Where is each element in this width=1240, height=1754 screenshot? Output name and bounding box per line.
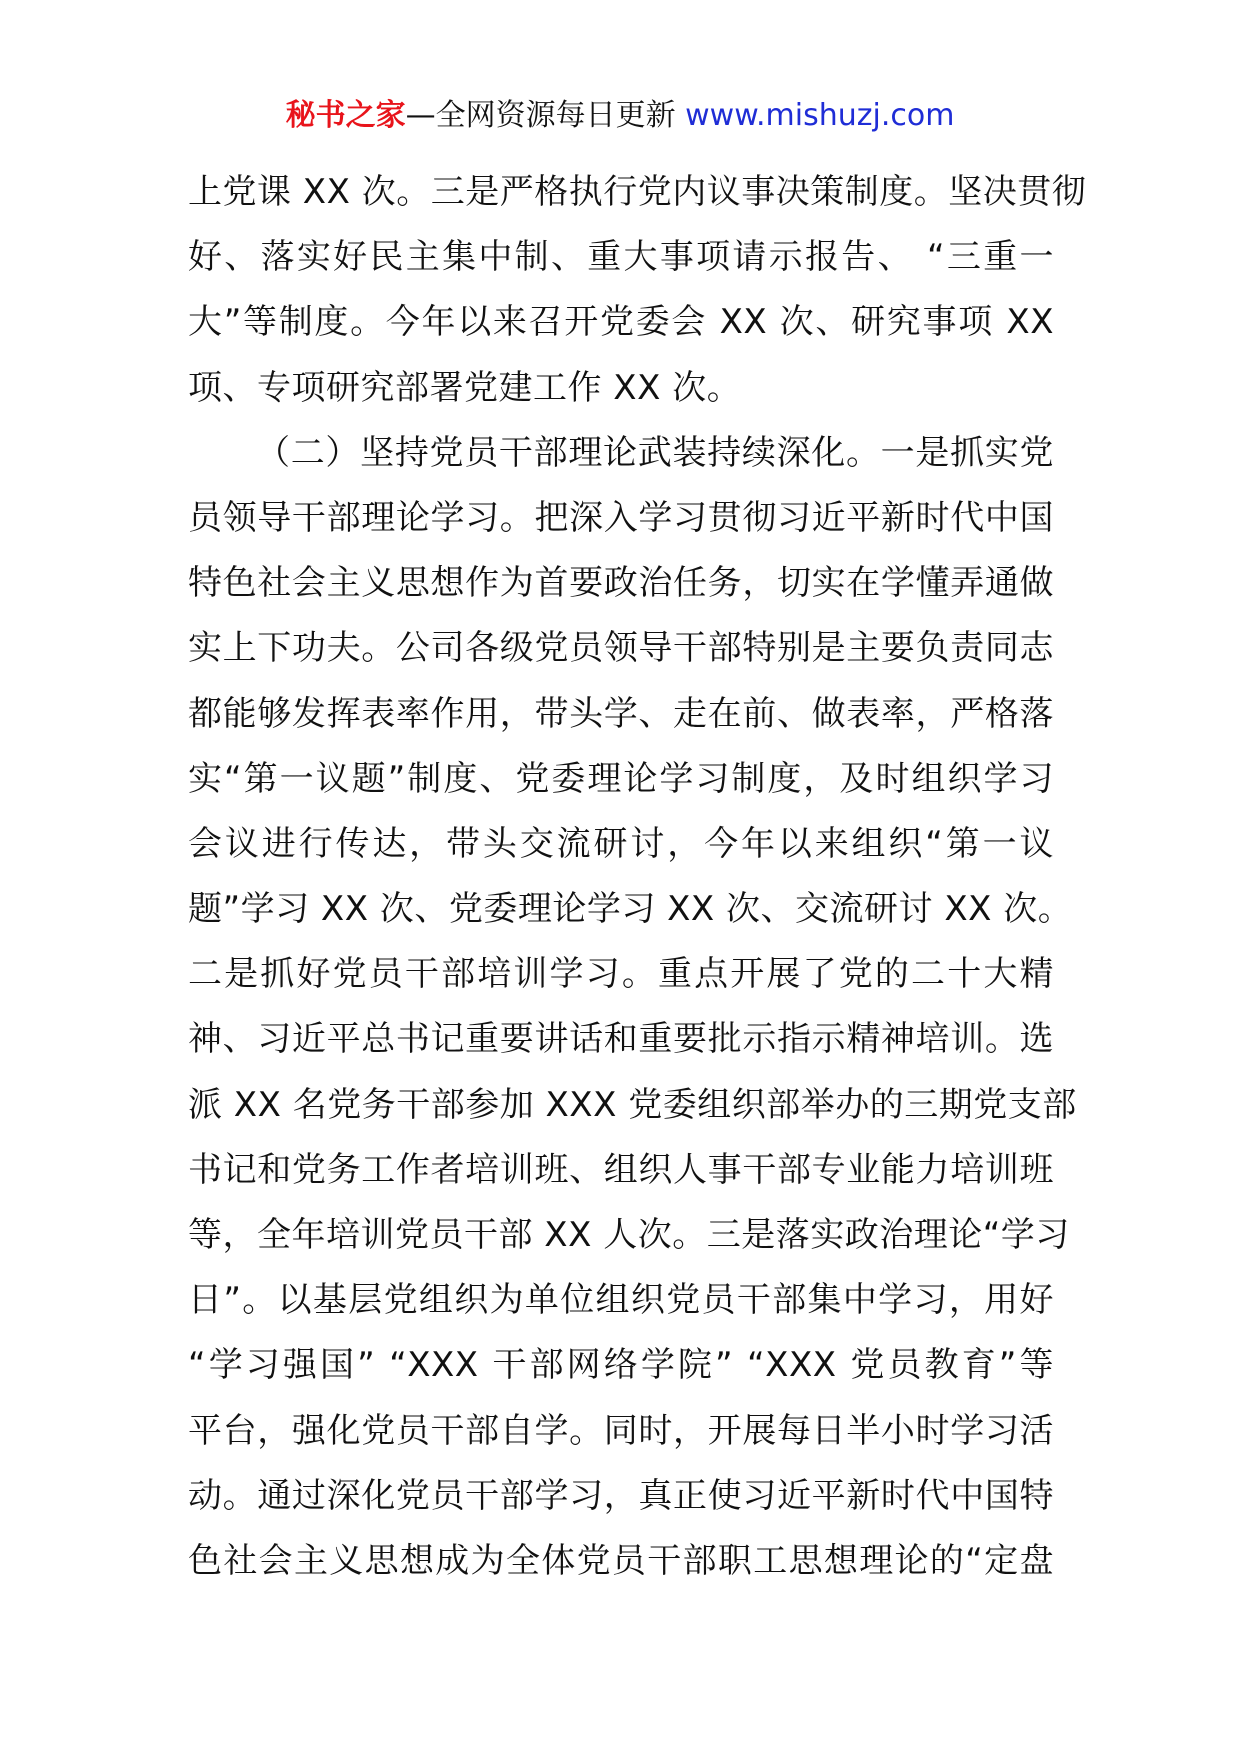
site-header [0,96,1240,136]
text-line: 好、落实好民主集中制、重大事项请示报告、 “三重一 [188,237,1054,278]
text-line: 大”等制度。今年以来召开党委会 XX 次、研究事项 XX [188,302,1054,343]
document-body [188,160,1087,1594]
text-line: 特色社会主义思想作为首要政治任务，切实在学懂弄通做 [188,563,1054,604]
text-line: 日”。以基层党组织为单位组织党员干部集中学习，用好 [188,1280,1054,1321]
text-line: 项、专项研究部署党建工作 XX 次。 [188,367,742,408]
text-line: 书记和党务工作者培训班、组织人事干部专业能力培训班 [188,1149,1054,1190]
text-line: 二是抓好党员干部培训学习。重点开展了党的二十大精 [188,954,1054,995]
text-line: 实“第一议题”制度、党委理论学习制度，及时组织学习 [188,758,1054,799]
text-line: 平台，强化党员干部自学。同时，开展每日半小时学习活 [188,1410,1054,1451]
text-line: 神、习近平总书记重要讲话和重要批示指示精神培训。选 [188,1019,1054,1060]
site-tagline: —全网资源每日更新 [405,98,676,133]
text-line: 都能够发挥表率作用，带头学、走在前、做表率，严格落 [188,693,1054,734]
text-line: 等，全年培训党员干部 XX 人次。三是落实政治理论“学习 [188,1215,1070,1255]
text-line: 实上下功夫。公司各级党员领导干部特别是主要负责同志 [188,628,1054,669]
text-line: 派 XX 名党务干部参加 XXX 党委组织部举办的三期党支部 [188,1084,1077,1125]
text-line: 色社会主义思想成为全体党员干部职工思想理论的“定盘 [188,1540,1054,1581]
site-brand: 秘书之家 [285,98,406,133]
text-line: “学习强国” “XXX 干部网络学院” “XXX 党员教育”等 [188,1345,1054,1386]
text-line: 员领导干部理论学习。把深入学习贯彻习近平新时代中国 [188,497,1054,538]
site-url-link[interactable]: www.mishuzj.com [685,98,955,133]
text-line: 会议进行传达，带头交流研讨，今年以来组织“第一议 [188,823,1054,864]
section-heading-line: （二）坚持党员干部理论武装持续深化。一是抓实党 [256,432,1054,473]
text-line: 上党课 XX 次。三是严格执行党内议事决策制度。坚决贯彻 [188,172,1087,212]
text-line: 动。通过深化党员干部学习，真正使习近平新时代中国特 [188,1475,1054,1516]
text-line: 题”学习 XX 次、党委理论学习 XX 次、交流研讨 XX 次。 [188,889,1073,930]
